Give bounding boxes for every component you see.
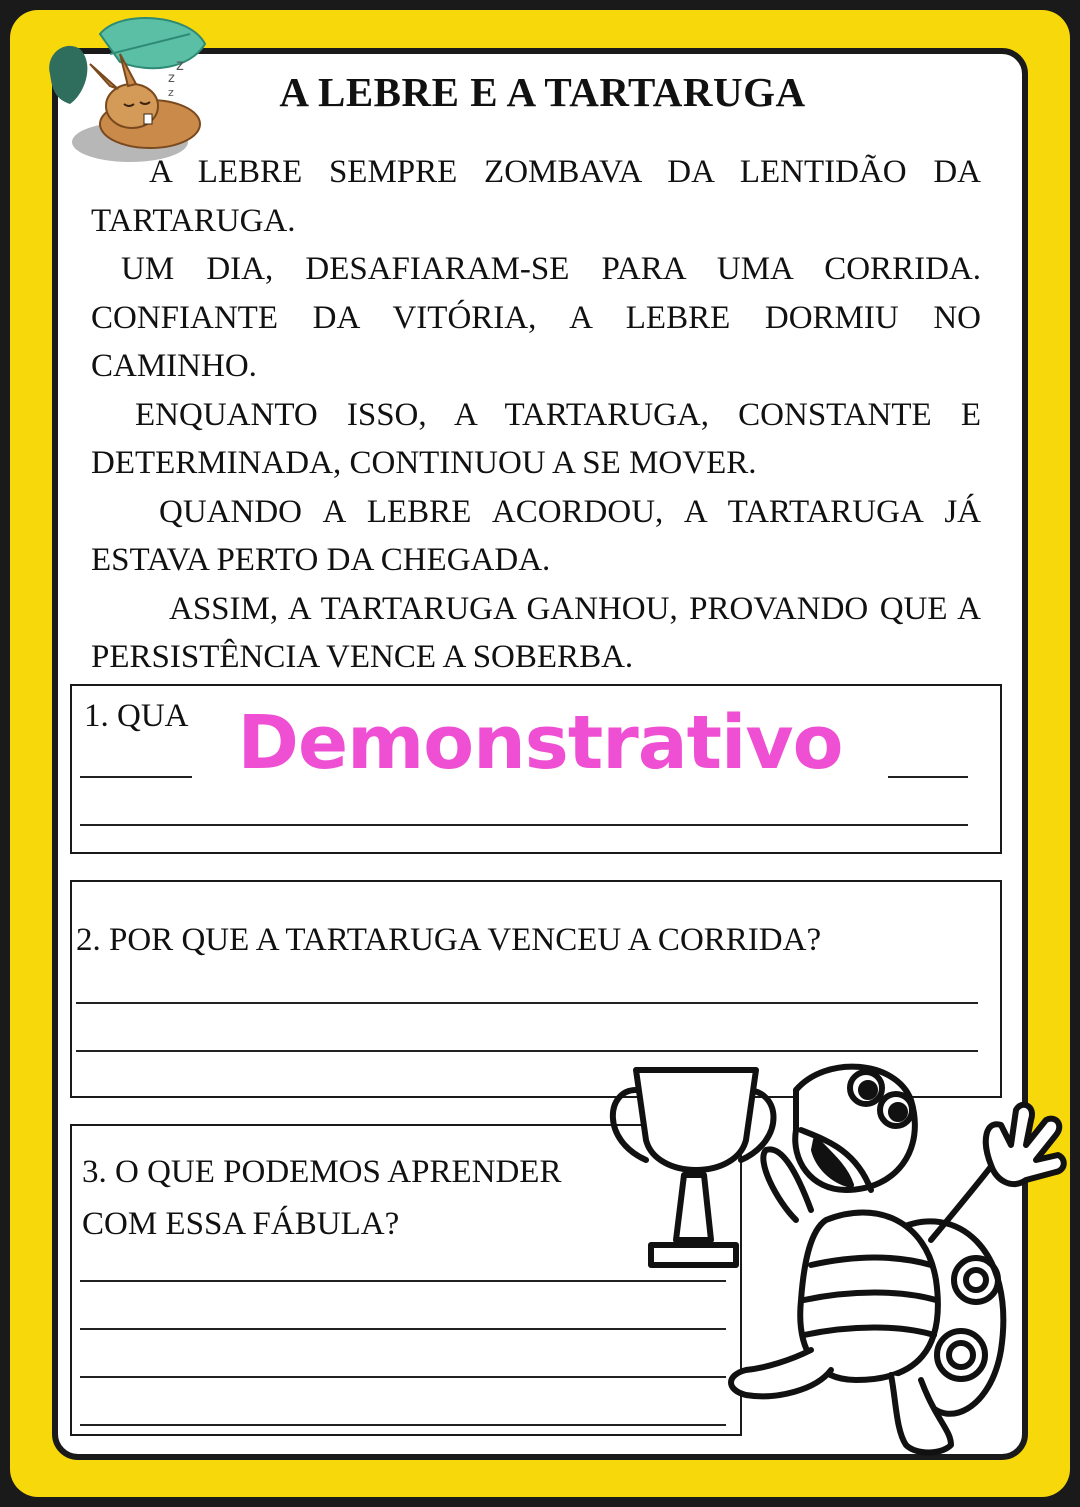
watermark-text: Demonstrativo xyxy=(237,700,843,786)
answer-line[interactable] xyxy=(76,1002,978,1004)
answer-line[interactable] xyxy=(80,776,192,778)
question-1-text: 1. QUA xyxy=(84,698,189,734)
page-title: A LEBRE E A TARTARUGA xyxy=(279,69,806,115)
answer-line[interactable] xyxy=(80,824,968,826)
turtle-trophy-icon xyxy=(596,1050,1076,1460)
story-paragraph: ENQUANTO ISSO, A TARTARUGA, CONSTANTE E DETERMINADA, CONTINUOU A SE MOVER. xyxy=(91,396,981,481)
watermark xyxy=(200,690,880,800)
story-paragraph: UM DIA, DESAFIARAM-SE PARA UMA CORRIDA. CONFIANTE DA VITÓRIA, A LEBRE DORMIU NO CAMINHO. xyxy=(91,251,981,384)
question-2-text: 2. POR QUE A TARTARUGA VENCEU A CORRIDA? xyxy=(76,922,822,958)
svg-text:z: z xyxy=(168,71,175,86)
svg-text:z: z xyxy=(176,56,184,74)
question-3-text: 3. O QUE PODEMOS APRENDER COM ESSA FÁBULA? xyxy=(82,1154,562,1242)
story-paragraph: A LEBRE SEMPRE ZOMBAVA DA LENTIDÃO DA TARTARUGA. xyxy=(91,154,981,239)
story-paragraph: ASSIM, A TARTARUGA GANHOU, PROVANDO QUE A PERSISTÊNCIA VENCE A SOBERBA. xyxy=(91,590,981,675)
answer-line[interactable] xyxy=(888,776,968,778)
story-paragraph: QUANDO A LEBRE ACORDOU, A TARTARUGA JÁ ESTAVA PERTO DA CHEGADA. xyxy=(91,493,981,578)
story-text xyxy=(91,148,981,682)
svg-text:z: z xyxy=(168,86,174,99)
